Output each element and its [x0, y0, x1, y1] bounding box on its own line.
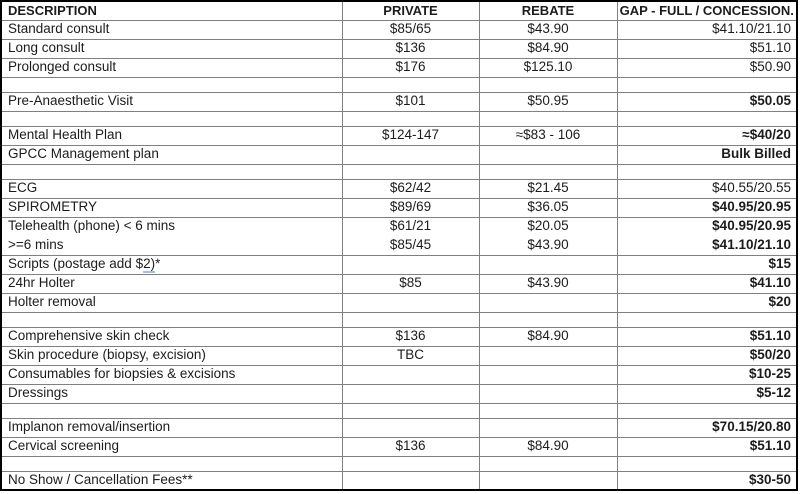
table-row — [1, 39, 797, 58]
table-row — [1, 145, 797, 164]
rebate-cell — [479, 77, 617, 92]
rebate-cell: ≈$83 - 106 — [479, 126, 617, 145]
desc-cell: Mental Health Plan — [1, 126, 342, 145]
rebate-cell: $43.90 — [479, 20, 617, 39]
table-row — [1, 293, 797, 312]
rebate-cell: $84.90 — [479, 437, 617, 456]
table-row — [1, 346, 797, 365]
desc-cell — [1, 403, 342, 418]
desc-cell: Telehealth (phone) < 6 mins — [1, 217, 342, 236]
private-cell — [342, 255, 479, 274]
table-row — [1, 384, 797, 403]
table-row — [1, 58, 797, 77]
rebate-cell — [479, 384, 617, 403]
private-cell — [342, 293, 479, 312]
column-header-description: DESCRIPTION — [1, 1, 342, 20]
gap-cell: $20 — [617, 293, 797, 312]
rebate-cell — [479, 255, 617, 274]
private-cell — [342, 77, 479, 92]
rebate-cell — [479, 456, 617, 471]
table-row — [1, 255, 797, 274]
description-text: Scripts (postage add $ — [8, 256, 144, 272]
gap-cell — [617, 77, 797, 92]
private-cell: $101 — [342, 92, 479, 111]
rebate-cell — [479, 471, 617, 490]
desc-cell: >=6 mins — [1, 236, 342, 255]
table-row — [1, 126, 797, 145]
table-row — [1, 418, 797, 437]
desc-cell: Pre-Anaesthetic Visit — [1, 92, 342, 111]
rebate-cell: $43.90 — [479, 274, 617, 293]
private-cell — [342, 471, 479, 490]
rebate-cell — [479, 164, 617, 179]
gap-cell: $41.10/21.10 — [617, 20, 797, 39]
table-row — [1, 217, 797, 236]
gap-cell: $40.95/20.95 — [712, 218, 791, 234]
spacer-row — [1, 312, 797, 327]
table-row — [1, 365, 797, 384]
column-header-gap: GAP - FULL / CONCESSION. — [617, 1, 797, 20]
desc-cell: Implanon removal/insertion — [1, 418, 342, 437]
gap-cell: $15 — [617, 255, 797, 274]
gap-cell: $41.10/21.10 — [617, 236, 797, 255]
desc-cell: Prolonged consult — [1, 58, 342, 77]
gap-cell: $70.15/20.80 — [617, 418, 797, 437]
gap-cell: $40.95/20.95 — [617, 198, 797, 217]
desc-cell: Dressings — [1, 384, 342, 403]
gap-cell — [617, 312, 797, 327]
gap-cell: $5-12 — [617, 384, 797, 403]
fees-table-header — [1, 1, 797, 20]
private-cell — [342, 418, 479, 437]
gap-cell: $50/20 — [617, 346, 797, 365]
private-cell — [342, 312, 479, 327]
private-cell: $136 — [342, 437, 479, 456]
private-cell: $136 — [342, 327, 479, 346]
spacer-row — [1, 456, 797, 471]
table-row — [1, 471, 797, 490]
private-cell: $176 — [342, 58, 479, 77]
private-cell — [342, 145, 479, 164]
desc-cell — [1, 312, 342, 327]
spellcheck-underlined-text: 2) — [143, 256, 156, 272]
gap-cell: $51.10 — [617, 39, 797, 58]
desc-cell — [1, 164, 342, 179]
desc-cell: SPIROMETRY — [1, 198, 342, 217]
table-row — [1, 274, 797, 293]
spacer-row — [1, 111, 797, 126]
desc-cell: ECG — [1, 179, 342, 198]
column-header-rebate: REBATE — [479, 1, 617, 20]
rebate-cell: $84.90 — [479, 39, 617, 58]
table-row — [1, 179, 797, 198]
private-cell — [342, 365, 479, 384]
private-cell: $89/69 — [342, 198, 479, 217]
table-row — [1, 327, 797, 346]
desc-cell: Cervical screening — [1, 437, 342, 456]
gap-cell — [617, 403, 797, 418]
desc-cell — [1, 111, 342, 126]
gap-cell: $30-50 — [748, 471, 791, 487]
private-cell: $85/45 — [342, 236, 479, 255]
fees-table-body — [1, 20, 797, 490]
spacer-row — [1, 77, 797, 92]
rebate-cell: $20.05 — [479, 217, 617, 236]
private-cell — [342, 456, 479, 471]
table-row — [1, 198, 797, 217]
private-cell — [342, 111, 479, 126]
gap-cell: Bulk Billed — [617, 145, 797, 164]
gap-cell — [617, 164, 797, 179]
private-cell — [342, 403, 479, 418]
private-cell: $61/21 — [342, 217, 479, 236]
desc-cell: Holter removal — [1, 293, 342, 312]
gap-cell: $51.10 — [617, 437, 797, 456]
table-row — [1, 92, 797, 111]
rebate-cell: $43.90 — [479, 236, 617, 255]
desc-cell — [1, 456, 342, 471]
rebate-cell — [479, 403, 617, 418]
gap-cell: $50.90 — [617, 58, 797, 77]
private-cell — [342, 384, 479, 403]
rebate-cell — [479, 293, 617, 312]
desc-cell: Standard consult — [1, 20, 342, 39]
private-cell: $124-147 — [342, 126, 479, 145]
spacer-row — [1, 164, 797, 179]
private-cell: $85/65 — [342, 20, 479, 39]
private-cell — [342, 164, 479, 179]
private-cell: $62/42 — [342, 179, 479, 198]
rebate-cell: $50.95 — [479, 92, 617, 111]
rebate-cell — [479, 145, 617, 164]
desc-cell: No Show / Cancellation Fees** — [1, 471, 342, 490]
rebate-cell: $84.90 — [479, 327, 617, 346]
rebate-cell: $36.05 — [479, 198, 617, 217]
table-row — [1, 236, 797, 255]
desc-cell: Long consult — [1, 39, 342, 58]
gap-cell: ≈$40/20 — [617, 126, 797, 145]
rebate-cell — [479, 418, 617, 437]
desc-cell: 24hr Holter — [1, 274, 342, 293]
private-cell: $85 — [342, 274, 479, 293]
rebate-cell — [479, 365, 617, 384]
gap-cell — [617, 456, 797, 471]
desc-cell: Skin procedure (biopsy, excision) — [1, 346, 342, 365]
desc-cell — [1, 77, 342, 92]
column-header-private: PRIVATE — [342, 1, 479, 20]
gap-cell: $41.10 — [617, 274, 797, 293]
header-row — [1, 1, 797, 20]
rebate-cell — [479, 111, 617, 126]
gap-cell: $10-25 — [617, 365, 797, 384]
description-text: * — [155, 256, 161, 272]
table-row — [1, 437, 797, 456]
table-row — [1, 20, 797, 39]
rebate-cell — [479, 346, 617, 365]
desc-cell: Comprehensive skin check — [1, 327, 342, 346]
gap-cell: $40.55/20.55 — [617, 179, 797, 198]
private-cell: $136 — [342, 39, 479, 58]
private-cell: TBC — [342, 346, 479, 365]
rebate-cell: $21.45 — [479, 179, 617, 198]
desc-cell: Consumables for biopsies & excisions — [1, 365, 342, 384]
desc-cell — [1, 255, 342, 274]
gap-cell: $51.10 — [617, 327, 797, 346]
desc-cell: GPCC Management plan — [1, 145, 342, 164]
gap-cell: $50.05 — [617, 92, 797, 111]
spacer-row — [1, 403, 797, 418]
rebate-cell — [479, 312, 617, 327]
rebate-cell: $125.10 — [479, 58, 617, 77]
gap-cell — [617, 111, 797, 126]
